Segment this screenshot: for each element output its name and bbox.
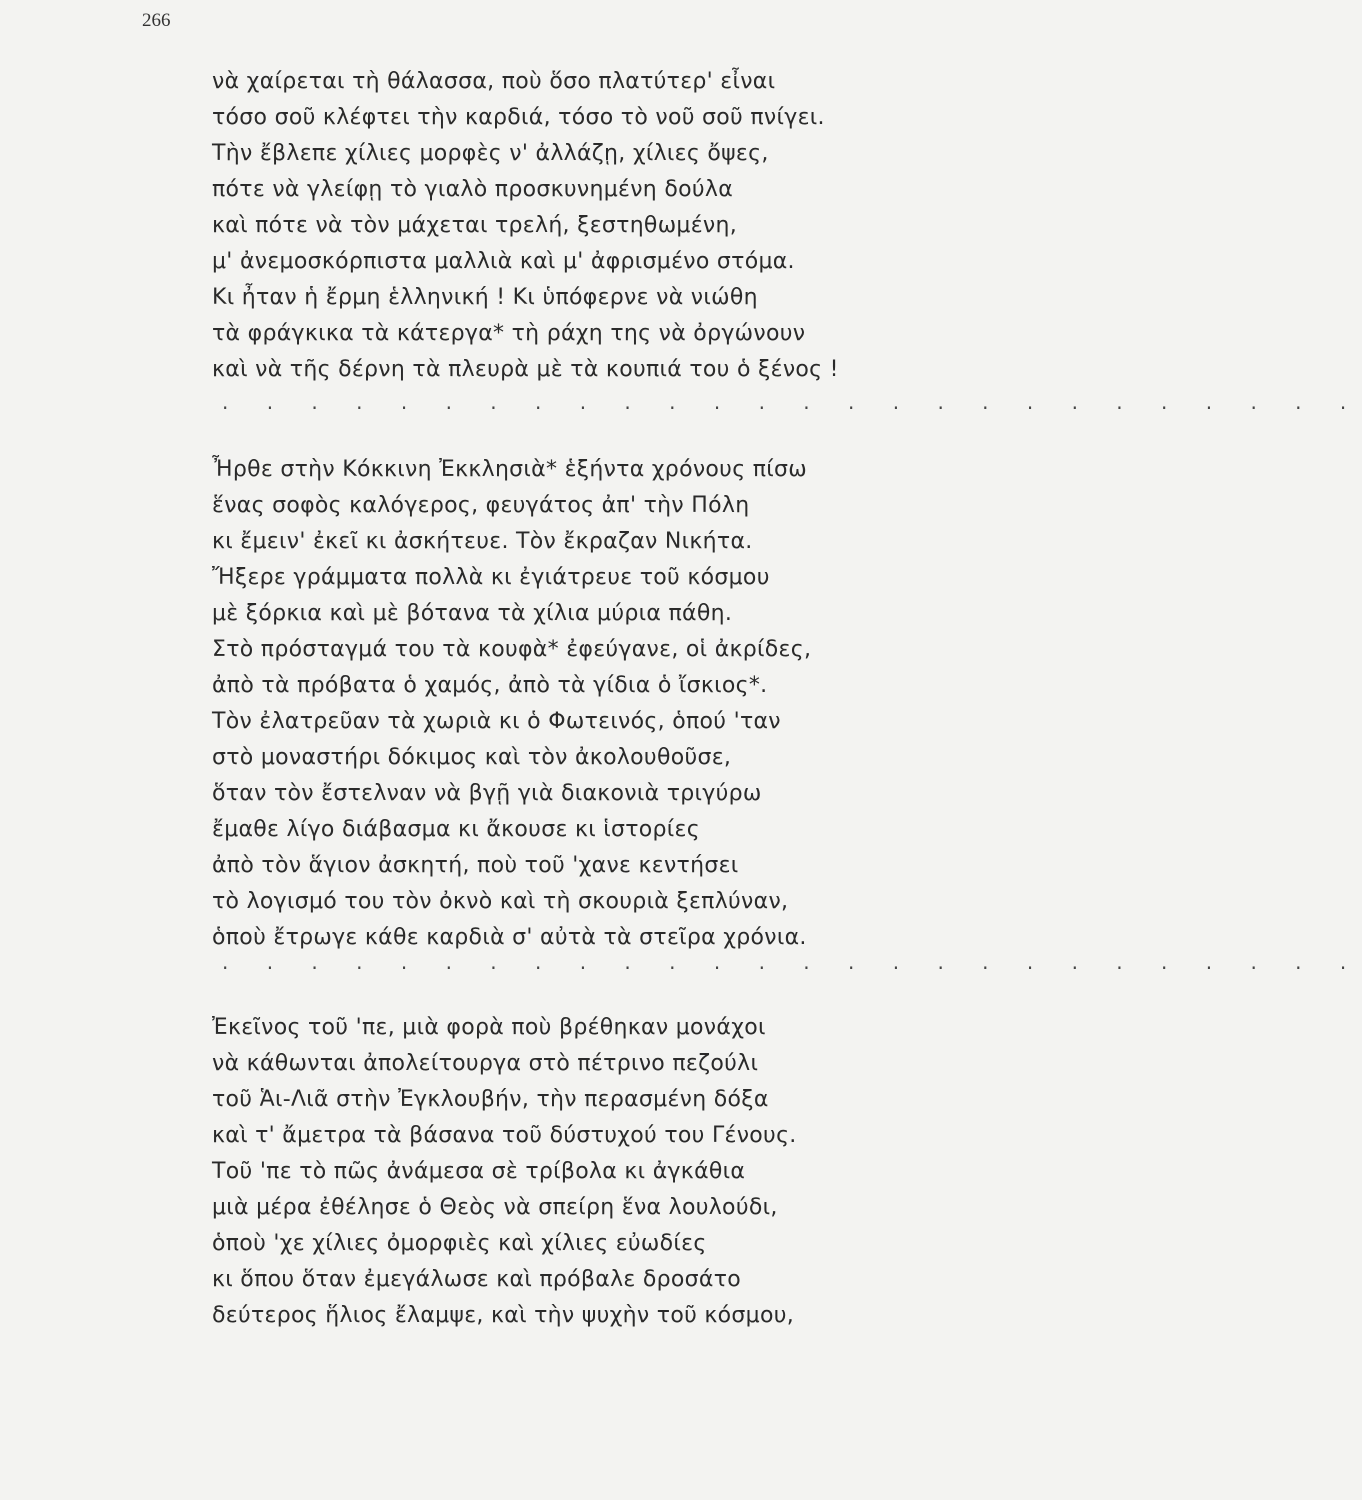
poem-line: καὶ τ' ἄμετρα τὰ βάσανα τοῦ δύστυχού του Γένους. xyxy=(212,1123,797,1148)
poem-line: μ' ἀνεμοσκόρπιστα μαλλιὰ καὶ μ' ἀφρισμένο στόμα. xyxy=(212,249,795,274)
poem-line: δεύτερος ἥλιος ἔλαμψε, καὶ τὴν ψυχὴν τοῦ κόσμου, xyxy=(212,1303,795,1328)
stanza-3 xyxy=(212,1010,1012,1334)
poem-line: στὸ μοναστήρι δόκιμος καὶ τὸν ἀκολουθοῦσε, xyxy=(212,745,732,770)
poem-line: Τὴν ἔβλεπε χίλιες μορφὲς ν' ἀλλάζῃ, χίλιες ὄψες, xyxy=(212,141,769,166)
poem-line: νὰ κάθωνται ἀπολείτουργα στὸ πέτρινο πεζούλι xyxy=(212,1051,759,1076)
poem-line: Ἤξερε γράμματα πολλὰ κι ἐγιάτρευε τοῦ κόσμου xyxy=(212,565,770,590)
poem-line: Ἐκεῖνος τοῦ 'πε, μιὰ φορὰ ποὺ βρέθηκαν μονάχοι xyxy=(212,1015,766,1040)
section-separator: . . . . . . . . . . . . . . . . . . . . . . . . . . xyxy=(222,950,1362,974)
stanza-2 xyxy=(212,452,1012,956)
poem-line: καὶ πότε νὰ τὸν μάχεται τρελή, ξεστηθωμένη, xyxy=(212,213,738,238)
poem-line: ὁποὺ ἔτρωγε κάθε καρδιὰ σ' αὐτὰ τὰ στεῖρα χρόνια. xyxy=(212,925,807,950)
poem-line: ὁποὺ 'χε χίλιες ὀμορφιὲς καὶ χίλιες εὐωδίες xyxy=(212,1231,707,1256)
poem-line: καὶ νὰ τῆς δέρνη τὰ πλευρὰ μὲ τὰ κουπιά του ὁ ξένος ! xyxy=(212,357,839,382)
poem-line: μιὰ μέρα ἐθέλησε ὁ Θεὸς νὰ σπείρη ἕνα λουλούδι, xyxy=(212,1195,778,1220)
poem-line: μὲ ξόρκια καὶ μὲ βότανα τὰ χίλια μύρια πάθη. xyxy=(212,601,733,626)
poem-line: ἔμαθε λίγο διάβασμα κι ἄκουσε κι ἱστορίες xyxy=(212,817,700,842)
poem-line: κι ὅπου ὅταν ἐμεγάλωσε καὶ πρόβαλε δροσάτο xyxy=(212,1267,742,1292)
poem-line: νὰ χαίρεται τὴ θάλασσα, ποὺ ὅσο πλατύτερ' εἶναι xyxy=(212,69,776,94)
poem-line: τὰ φράγκικα τὰ κάτεργα* τὴ ράχη της νὰ ὀργώνουν xyxy=(212,321,806,346)
poem-line: ἕνας σοφὸς καλόγερος, φευγάτος ἀπ' τὴν Πόλη xyxy=(212,493,750,518)
section-separator: . . . . . . . . . . . . . . . . . . . . . . . . . . xyxy=(222,390,1362,414)
poem-line: πότε νὰ γλείφῃ τὸ γιαλὸ προσκυνημένη δούλα xyxy=(212,177,734,202)
stanza-1 xyxy=(212,64,1012,388)
poem-line: ὅταν τὸν ἔστελναν νὰ βγῇ γιὰ διακονιὰ τριγύρω xyxy=(212,781,762,806)
poem-line: Τὸν ἐλατρεῦαν τὰ χωριὰ κι ὁ Φωτεινός, ὁπού 'ταν xyxy=(212,709,781,734)
poem-line: τόσο σοῦ κλέφτει τὴν καρδιά, τόσο τὸ νοῦ σοῦ πνίγει. xyxy=(212,105,825,130)
poem-line: Τοῦ 'πε τὸ πῶς ἀνάμεσα σὲ τρίβολα κι ἀγκάθια xyxy=(212,1159,746,1184)
poem-line: ἀπὸ τὸν ἅγιον ἀσκητή, ποὺ τοῦ 'χανε κεντήσει xyxy=(212,853,739,878)
poem-line: τοῦ Ἁι-Λιᾶ στὴν Ἐγκλουβήν, τὴν περασμένη δόξα xyxy=(212,1087,769,1112)
poem-line: Κι ἦταν ἡ ἔρμη ἑλληνική ! Κι ὑπόφερνε νὰ νιώθη xyxy=(212,285,758,310)
page-number: 266 xyxy=(142,10,171,31)
poem-line: ἀπὸ τὰ πρόβατα ὁ χαμός, ἀπὸ τὰ γίδια ὁ ἴσκιος*. xyxy=(212,673,768,698)
poem-line: Ἦρθε στὴν Κόκκινη Ἐκκλησιὰ* ἑξήντα χρόνους πίσω xyxy=(212,457,807,482)
poem-line: κι ἔμειν' ἐκεῖ κι ἀσκήτευε. Τὸν ἔκραζαν Νικήτα. xyxy=(212,529,753,554)
poem-line: τὸ λογισμό του τὸν ὀκνὸ καὶ τὴ σκουριὰ ξεπλύναν, xyxy=(212,889,789,914)
poem-line: Στὸ πρόσταγμά του τὰ κουφὰ* ἐφεύγανε, οἱ ἀκρίδες, xyxy=(212,637,812,662)
